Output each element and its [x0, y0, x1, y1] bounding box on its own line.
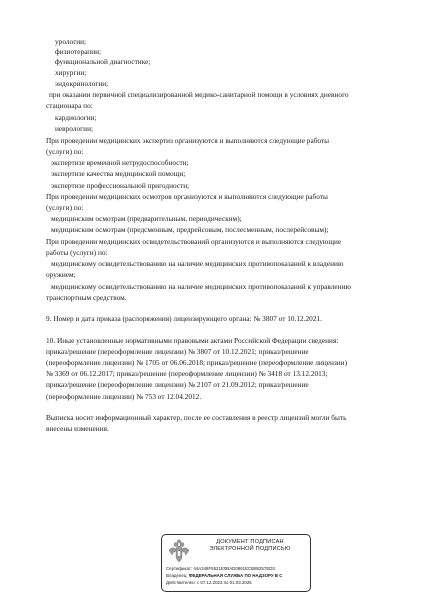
doc-line: урологии;: [55, 37, 87, 46]
doc-line: функциональной диагностике;: [55, 57, 151, 66]
doc-line: экспертизе качества медицинской помощи;: [51, 169, 186, 178]
certificate-label: Сертификат:: [166, 566, 193, 571]
doc-line: кардиологии;: [55, 113, 97, 122]
validity-label: Действителен:: [166, 580, 196, 585]
doc-line: при оказании первичной специализированной медико-санитарной помощи в условиях дневного: [49, 90, 349, 99]
owner-value: ФЕДЕРАЛЬНАЯ СЛУЖБА ПО НАДЗОРУ В С: [188, 573, 283, 578]
doc-line: 10. Иные установленные нормативными правовыми актами Российской Федерации сведения:: [46, 336, 339, 345]
owner-label: Владелец:: [166, 573, 188, 578]
doc-line: оружием;: [46, 270, 76, 279]
doc-line: (услуги) по:: [46, 203, 84, 212]
doc-line: приказ/решение (переоформление лицензии) № 3807 от 10.12.2021; приказ/решение: [46, 347, 309, 356]
doc-line: внесены изменения.: [46, 424, 109, 433]
doc-line: экспертизе профессиональной пригодности;: [51, 181, 190, 190]
doc-line: экспертизе временной нетрудоспособности;: [51, 158, 189, 167]
stamp-subtitle: ЭЛЕКТРОННОЙ ПОДПИСЬЮ: [209, 546, 291, 552]
doc-line: медицинским осмотрам (предсменным, предрейсовым, послесменным, послерейсовым);: [51, 225, 329, 234]
doc-line: При проведении медицинских экспертиз организуются и выполняются следующие работы: [46, 136, 330, 145]
doc-line: физиотерапии;: [55, 47, 102, 56]
doc-line: При проведении медицинских освидетельствований организуются и выполняются следующие: [46, 237, 342, 246]
validity-row: [166, 580, 252, 586]
russian-coat-of-arms-icon: [168, 539, 190, 565]
doc-line: (переоформление лицензии) № 1705 от 06.06.2018; приказ/решение (переоформление лицензии): [46, 358, 348, 367]
doc-line: эндокринологии;: [55, 79, 109, 88]
doc-line: медицинскому освидетельствованию на наличие медицинских противопоказаний к управлению: [51, 282, 351, 291]
doc-line: неврологии;: [55, 124, 94, 133]
doc-line: (переоформление лицензии) № 753 от 12.04.2012.: [46, 392, 202, 401]
doc-line: транспортным средством.: [46, 293, 127, 302]
certificate-row: [166, 566, 275, 572]
doc-line: хирургии;: [55, 68, 87, 77]
doc-line: При проведении медицинских осмотров организуются и выполняются следующие работы: [46, 192, 328, 201]
doc-line: Выписка носит информационный характер, после ее составления в реестр лицензий могли быть: [46, 413, 347, 422]
doc-line: приказ/решение (переоформление лицензии) № 2107 от 21.09.2012; приказ/решение: [46, 380, 309, 389]
doc-line: стационара по:: [46, 101, 93, 110]
doc-line: (услуги) по:: [46, 147, 84, 156]
doc-line: 9. Номер и дата приказа (распоряжения) лицензирующего органа: № 3807 от 10.12.2021.: [46, 314, 322, 323]
stamp-title: ДОКУМЕНТ ПОДПИСАН: [216, 539, 284, 545]
certificate-value: 44A348F5521E0BAD0861ECB88257ED3: [193, 566, 275, 571]
doc-line: № 3369 от 06.12.2017; приказ/решение (переоформление лицензии) № 3418 от 13.12.2013;: [46, 369, 328, 378]
doc-line: медицинским осмотрам (предварительным, периодическим);: [51, 214, 242, 223]
validity-value: с 07.12.2023 по 01.03.2025: [197, 580, 252, 585]
owner-row: [166, 573, 282, 579]
doc-line: медицинскому освидетельствованию на наличие медицинских противопоказаний к владению: [51, 259, 344, 268]
doc-line: работы (услуги) по:: [46, 248, 108, 257]
electronic-signature-stamp: [161, 534, 311, 592]
